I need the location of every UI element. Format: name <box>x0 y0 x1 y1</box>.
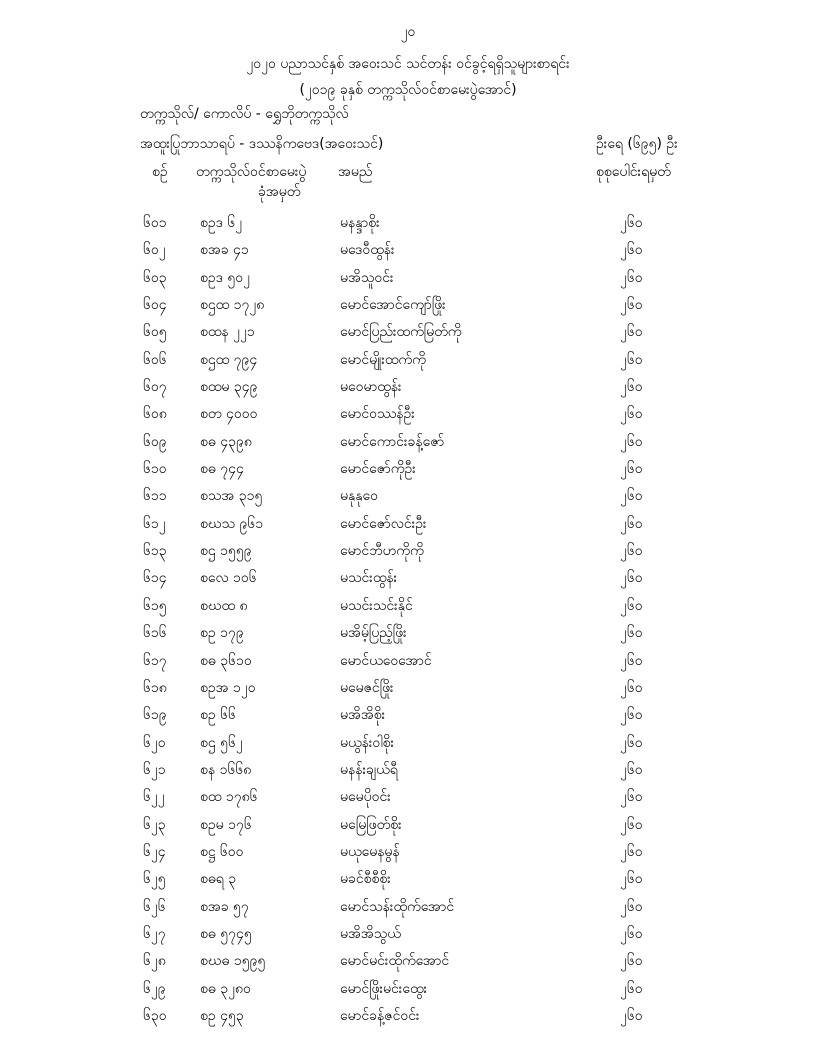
row-total-marks: ၂၆၀ <box>620 789 643 806</box>
row-roll-number: စဓ ၇၄၄ <box>200 461 244 478</box>
row-roll-number: စဥဒ ၆၂ <box>200 215 243 231</box>
row-no: ၆၂၆ <box>143 898 166 915</box>
row-total-marks: ၂၆၀ <box>620 707 643 724</box>
table-row <box>0 373 816 400</box>
row-name: မမေပိုဝင်း <box>340 789 391 806</box>
row-no: ၆၀၅ <box>143 324 167 341</box>
row-no: ၆၀၃ <box>143 269 167 286</box>
row-name: မဝေမာထွန်း <box>340 379 402 396</box>
row-name: မနန်းချယ်ရီ <box>340 761 398 778</box>
row-roll-number: စအခ ၅၇ <box>200 898 249 915</box>
row-name: မောင်ဇော်လင်းဦး <box>340 515 427 532</box>
row-roll-number: စဌ ၁၅၅၉ <box>200 543 252 560</box>
table-row <box>0 291 816 318</box>
row-name: မောင်ဖြိုးမင်းထွေး <box>340 980 428 997</box>
table-row <box>0 865 816 892</box>
row-roll-number: စဌထ ၇၉၄ <box>200 351 258 368</box>
row-roll-number: စသအ ၃၁၅ <box>200 488 263 505</box>
row-total-marks: ၂၆၀ <box>620 734 643 751</box>
row-name: မောင်ဘီဟကိုကို <box>340 543 424 560</box>
table-row <box>0 674 816 701</box>
page-number: ၂၀ <box>400 24 416 40</box>
page-subtitle: (၂၀၁၉ ခုနှစ် တက္ကသိုလ်ဝင်စာမေးပွဲအောင်) <box>299 82 517 98</box>
row-roll-number: စဃထ ၈ <box>200 597 248 614</box>
table-row <box>0 783 816 810</box>
row-total-marks: ၂၆၀ <box>620 433 643 450</box>
row-name: မမြေဖြတ်စိုး <box>340 816 402 833</box>
row-no: ၆၁၄ <box>143 570 167 587</box>
row-roll-number: စဓ ၄၃၉၈ <box>200 433 252 450</box>
table-row <box>0 318 816 345</box>
column-header-no: စဉ် <box>152 164 168 180</box>
row-total-marks: ၂၆၀ <box>620 679 643 696</box>
row-total-marks: ၂၆၀ <box>620 269 643 286</box>
row-total-marks: ၂၆၀ <box>620 652 643 669</box>
row-roll-number: စဓ ၅၇၄၅ <box>200 925 252 942</box>
table-row <box>0 209 816 236</box>
row-name: မောင်မျိုးထက်ကို <box>340 351 426 368</box>
row-roll-number: စဃသ ၉၆၁ <box>200 515 264 532</box>
row-total-marks: ၂၆၀ <box>620 570 643 587</box>
table-row <box>0 537 816 564</box>
row-total-marks: ၂၆၀ <box>620 324 643 341</box>
row-no: ၆၀၇ <box>143 379 167 396</box>
row-no: ၆၂၇ <box>143 925 166 942</box>
row-name: မောင်သန်းထိုက်အောင် <box>340 898 455 915</box>
row-roll-number: စအခ ၄၁ <box>200 242 249 259</box>
row-total-marks: ၂၆၀ <box>620 980 643 997</box>
row-no: ၆၃၀ <box>143 1007 167 1024</box>
row-total-marks: ၂၆၀ <box>620 543 643 560</box>
row-roll-number: စလေ ၁၀၆ <box>200 570 257 587</box>
row-name: မဒေဝီထွန်း <box>340 242 395 259</box>
row-roll-number: စန ၁၆၆၈ <box>200 761 252 778</box>
row-total-marks: ၂၆၀ <box>620 488 643 505</box>
table-row <box>0 947 816 974</box>
row-total-marks: ၂၆၀ <box>620 297 643 314</box>
row-name: မောင်ဝဿန်ဦး <box>340 406 415 423</box>
subject-line: အထူးပြုဘာသာရပ် - ဒဿနိကဗေဒ(အဝေးသင်) <box>140 136 384 152</box>
row-no: ၆၂၁ <box>143 761 166 778</box>
row-no: ၆၁၀ <box>143 461 167 478</box>
row-total-marks: ၂၆၀ <box>620 871 643 888</box>
row-no: ၆၂၃ <box>143 816 166 833</box>
row-total-marks: ၂၆၀ <box>620 379 643 396</box>
row-roll-number: စဥအ ၁၂၀ <box>200 679 256 696</box>
row-no: ၆၂၉ <box>143 980 166 997</box>
row-name: မအိအိစိုး <box>340 707 386 724</box>
column-header-roll: တက္ကသိုလ်ဝင်စာမေးပွဲ <box>196 164 307 180</box>
row-no: ၆၁၆ <box>143 625 167 642</box>
row-name: မခင်စီစီစိုး <box>340 871 391 888</box>
row-name: မောင်ခန့်ဇင်ဝင်း <box>340 1007 420 1024</box>
row-roll-number: စဓ ၃၂၈၀ <box>200 980 251 997</box>
row-name: မောင်ပြည်းထက်မြတ်ကို <box>340 324 462 341</box>
table-row <box>0 701 816 728</box>
row-total-marks: ၂၆၀ <box>620 953 643 970</box>
row-name: မနုနုဝေ <box>340 488 378 505</box>
table-row <box>0 482 816 509</box>
row-no: ၆၁၉ <box>143 707 167 724</box>
row-roll-number: စဌ ၅၆၂ <box>200 734 243 751</box>
row-roll-number: စဓရ ၃ <box>200 871 237 888</box>
row-no: ၆၀၂ <box>143 242 166 259</box>
row-roll-number: စတ ၄၀၀၀ <box>200 406 258 423</box>
table-row <box>0 619 816 646</box>
table-row <box>0 346 816 373</box>
table-row <box>0 592 816 619</box>
row-roll-number: စထမ ၃၄၉ <box>200 379 258 396</box>
row-roll-number: စဋ္ဌ ၆၀၀ <box>200 843 244 860</box>
row-name: မမေဇင်ဖြိုး <box>340 679 394 696</box>
row-no: ၆၂၈ <box>143 953 166 970</box>
results-table <box>0 209 816 1029</box>
row-no: ၆၀၄ <box>143 297 167 314</box>
table-row <box>0 1002 816 1029</box>
row-name: မောင်ဇော်ကိုဦး <box>340 461 416 478</box>
row-total-marks: ၂၆၀ <box>620 761 643 778</box>
row-total-marks: ၂၆၀ <box>620 242 643 259</box>
row-total-marks: ၂၆၀ <box>620 215 643 231</box>
table-row <box>0 811 816 838</box>
table-row <box>0 756 816 783</box>
row-no: ၆၀၁ <box>143 215 167 231</box>
row-total-marks: ၂၆၀ <box>620 1007 643 1024</box>
row-total-marks: ၂၆၀ <box>620 515 643 532</box>
row-no: ၆၁၃ <box>143 543 167 560</box>
row-total-marks: ၂၆၀ <box>620 925 643 942</box>
row-name: မယွန်းဝါစိုး <box>340 734 395 751</box>
row-name: မယုမေနမွန် <box>340 843 400 860</box>
row-no: ၆၂၅ <box>143 871 166 888</box>
row-total-marks: ၂၆၀ <box>620 597 643 614</box>
column-header-roll-line2: ခုံအမှတ် <box>258 184 301 200</box>
row-name: မသင်းသင်းနိုင် <box>340 597 413 614</box>
table-row <box>0 564 816 591</box>
row-roll-number: စဌထ ၁၇၂၈ <box>200 297 265 314</box>
row-roll-number: စဥ ၄၅၃ <box>200 1007 244 1024</box>
row-total-marks: ၂၆၀ <box>620 406 643 423</box>
row-no: ၆၁၈ <box>143 679 167 696</box>
row-no: ၆၂၄ <box>143 843 166 860</box>
row-no: ၆၁၇ <box>143 652 167 669</box>
row-name: မသင်းထွန်း <box>340 570 398 587</box>
row-roll-number: စထ ၁၇၈၆ <box>200 789 258 806</box>
row-roll-number: စဥ ၆၆ <box>200 707 236 724</box>
row-total-marks: ၂၆၀ <box>620 625 643 642</box>
row-roll-number: စထန ၂၂၁ <box>200 324 255 341</box>
row-total-marks: ၂၆၀ <box>620 816 643 833</box>
table-row <box>0 893 816 920</box>
row-total-marks: ၂၆၀ <box>620 461 643 478</box>
row-no: ၆၁၁ <box>143 488 167 505</box>
row-name: မောင်မင်းထိုက်အောင် <box>340 953 450 970</box>
row-name: မအိမ့်ပြည့်ဖြိုး <box>340 625 407 642</box>
row-no: ၆၀၉ <box>143 433 167 450</box>
table-row <box>0 647 816 674</box>
table-row <box>0 455 816 482</box>
page-title: ၂၀၂၀ ပညာသင်နှစ် အဝေးသင် သင်တန်း ဝင်ခွင့်ရရှိသူများစာရင်း <box>246 56 570 72</box>
row-name: မအိသူဝင်း <box>340 269 394 286</box>
row-no: ၆၁၅ <box>143 597 167 614</box>
table-row <box>0 975 816 1002</box>
row-roll-number: စဥဒ ၅၀၂ <box>200 269 251 286</box>
row-no: ၆၁၂ <box>143 515 166 532</box>
row-total-marks: ၂၆၀ <box>620 843 643 860</box>
row-no: ၆၀၆ <box>143 351 167 368</box>
row-roll-number: စဥ ၁၇၉ <box>200 625 244 642</box>
table-row <box>0 236 816 263</box>
row-no: ၆၀၈ <box>143 406 167 423</box>
total-count: ဦးရေ (၆၉၅) ဦး <box>596 136 678 152</box>
row-total-marks: ၂၆၀ <box>620 351 643 368</box>
column-header-name: အမည် <box>338 164 373 180</box>
row-no: ၆၂၀ <box>143 734 166 751</box>
row-name: မောင်ကောင်းခန့်ဇော် <box>340 433 445 450</box>
column-header-total-marks: စုစုပေါင်းရမှတ် <box>596 164 671 180</box>
row-name: မအိအိသွယ် <box>340 925 401 942</box>
table-row <box>0 428 816 455</box>
row-name: မောင်ယဝေအောင် <box>340 652 432 669</box>
university-line: တက္ကသိုလ်/ ကောလိပ် - ရွှေဘိုတက္ကသိုလ် <box>140 106 349 122</box>
row-name: မနန္ဒာစိုး <box>340 215 380 231</box>
row-name: မောင်အောင်ကျော်ဖြိုး <box>340 297 446 314</box>
table-row <box>0 729 816 756</box>
table-row <box>0 510 816 537</box>
table-row <box>0 264 816 291</box>
table-row <box>0 920 816 947</box>
row-roll-number: စဓ ၃၆၁၀ <box>200 652 252 669</box>
table-row <box>0 400 816 427</box>
row-no: ၆၂၂ <box>143 789 165 806</box>
row-roll-number: စဃဓ ၁၅၉၅ <box>200 953 266 970</box>
row-roll-number: စဥမ ၁၇၆ <box>200 816 252 833</box>
table-row <box>0 838 816 865</box>
row-total-marks: ၂၆၀ <box>620 898 643 915</box>
